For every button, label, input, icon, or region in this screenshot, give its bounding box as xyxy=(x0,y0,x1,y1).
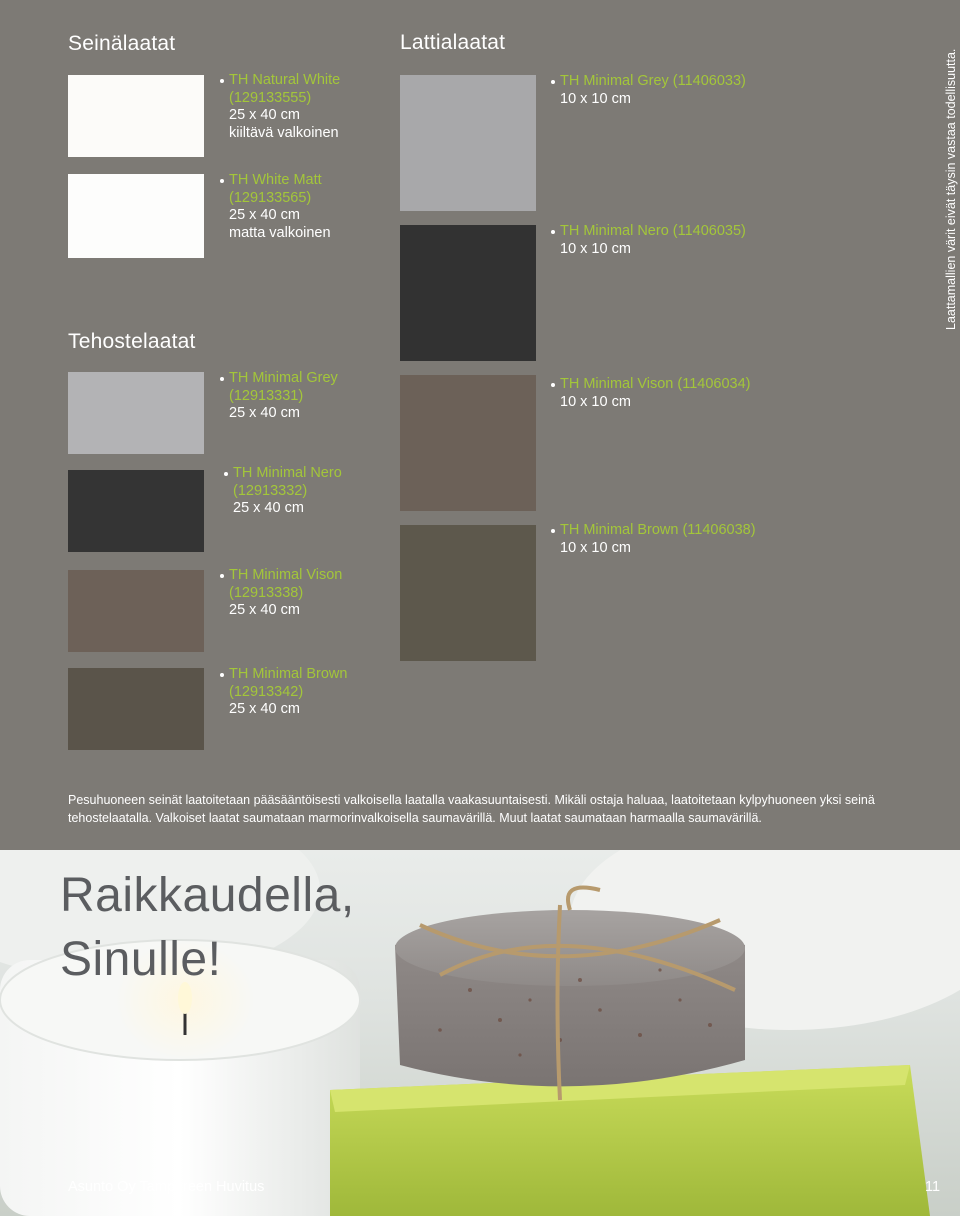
footnote: Pesuhuoneen seinät laatoitetaan pääsääntöisesti valkoisella laatalla vaakasuuntaisesti. Mikäli ostaja haluaa, laatoitetaan kylpyhuoneen yksi seinä tehostelaatalla. Valkoiset laatat saumataan marmorinvalkoisella saumavärillä. Muut laatat saumataan harmaalla saumavärillä. xyxy=(68,793,875,825)
headline-line-2: Sinulle! xyxy=(60,933,222,986)
floor-label-minimal-nero xyxy=(560,223,746,258)
page-number: 11 xyxy=(925,1179,941,1195)
headline-line-1: Raikkaudella, xyxy=(60,869,355,922)
color-disclaimer: Laattamallien värit eivät täysin vastaa todellisuutta. xyxy=(944,48,958,330)
tile-size: 25 x 40 cm xyxy=(233,500,304,516)
tile-size: 25 x 40 cm xyxy=(229,405,300,421)
bullet-icon xyxy=(220,574,224,578)
tile-note: kiiltävä valkoinen xyxy=(229,124,339,141)
floor-swatch-minimal-grey xyxy=(400,75,536,211)
floor-swatch-minimal-nero xyxy=(400,225,536,361)
tile-label-natural-white xyxy=(229,72,340,142)
floor-label-minimal-grey xyxy=(560,73,746,108)
tile-label-white-matt xyxy=(229,172,331,242)
tile-size: 10 x 10 cm xyxy=(560,393,631,410)
floor-label-minimal-vison xyxy=(560,376,750,411)
tile-size: 10 x 10 cm xyxy=(560,539,631,556)
tile-name: TH Minimal Vison (11406034) xyxy=(560,376,751,392)
soap-photo xyxy=(0,850,960,1216)
tile-code: (12913331) xyxy=(229,387,304,404)
footer-company: Asunto Oy Tampereen Huvitus xyxy=(68,1179,265,1195)
tile-label-minimal-brown xyxy=(229,666,347,719)
tile-code: (12913332) xyxy=(233,482,308,499)
tile-code: (129133565) xyxy=(229,189,312,206)
tile-name: TH White Matt xyxy=(229,172,322,188)
tile-name: TH Minimal Brown xyxy=(229,666,348,682)
bullet-icon xyxy=(220,673,224,677)
bullet-icon xyxy=(551,230,555,234)
wall-tiles-heading: Seinälaatat xyxy=(68,32,176,55)
tile-label-minimal-nero xyxy=(233,465,342,518)
tile-swatch-natural-white xyxy=(68,75,204,157)
tile-name: TH Minimal Vison xyxy=(229,567,343,583)
tile-code: (12913338) xyxy=(229,584,304,601)
tile-name: TH Minimal Grey (11406033) xyxy=(560,73,746,89)
bullet-icon xyxy=(224,472,228,476)
bullet-icon xyxy=(220,179,224,183)
tile-size: 25 x 40 cm xyxy=(229,107,300,123)
floor-label-minimal-brown xyxy=(560,522,756,557)
tile-size: 25 x 40 cm xyxy=(229,207,300,223)
tile-name: TH Minimal Nero xyxy=(233,465,342,481)
bullet-icon xyxy=(220,79,224,83)
floor-swatch-minimal-vison xyxy=(400,375,536,511)
tile-name: TH Minimal Brown (11406038) xyxy=(560,522,756,538)
tile-size: 25 x 40 cm xyxy=(229,701,300,717)
tile-swatch-white-matt xyxy=(68,174,204,258)
accent-tiles-heading: Tehostelaatat xyxy=(68,330,196,353)
floor-swatch-minimal-brown xyxy=(400,525,536,661)
tile-label-minimal-vison xyxy=(229,567,342,620)
tile-swatch-minimal-brown xyxy=(68,668,204,750)
tile-code: (129133555) xyxy=(229,89,312,106)
bullet-icon xyxy=(551,383,555,387)
tile-swatch-minimal-grey xyxy=(68,372,204,454)
tile-name: TH Minimal Nero (11406035) xyxy=(560,223,746,239)
tile-size: 10 x 10 cm xyxy=(560,240,631,257)
tile-name: TH Minimal Grey xyxy=(229,370,338,386)
tile-label-minimal-grey xyxy=(229,370,338,423)
tile-swatch-minimal-nero xyxy=(68,470,204,552)
bullet-icon xyxy=(220,377,224,381)
tile-size: 10 x 10 cm xyxy=(560,90,631,107)
bullet-icon xyxy=(551,80,555,84)
floor-tiles-heading: Lattialaatat xyxy=(400,31,506,54)
tile-note: matta valkoinen xyxy=(229,224,331,241)
bullet-icon xyxy=(551,529,555,533)
tile-size: 25 x 40 cm xyxy=(229,602,300,618)
tile-swatch-minimal-vison xyxy=(68,570,204,652)
tile-name: TH Natural White xyxy=(229,72,341,88)
tile-code: (12913342) xyxy=(229,683,304,700)
